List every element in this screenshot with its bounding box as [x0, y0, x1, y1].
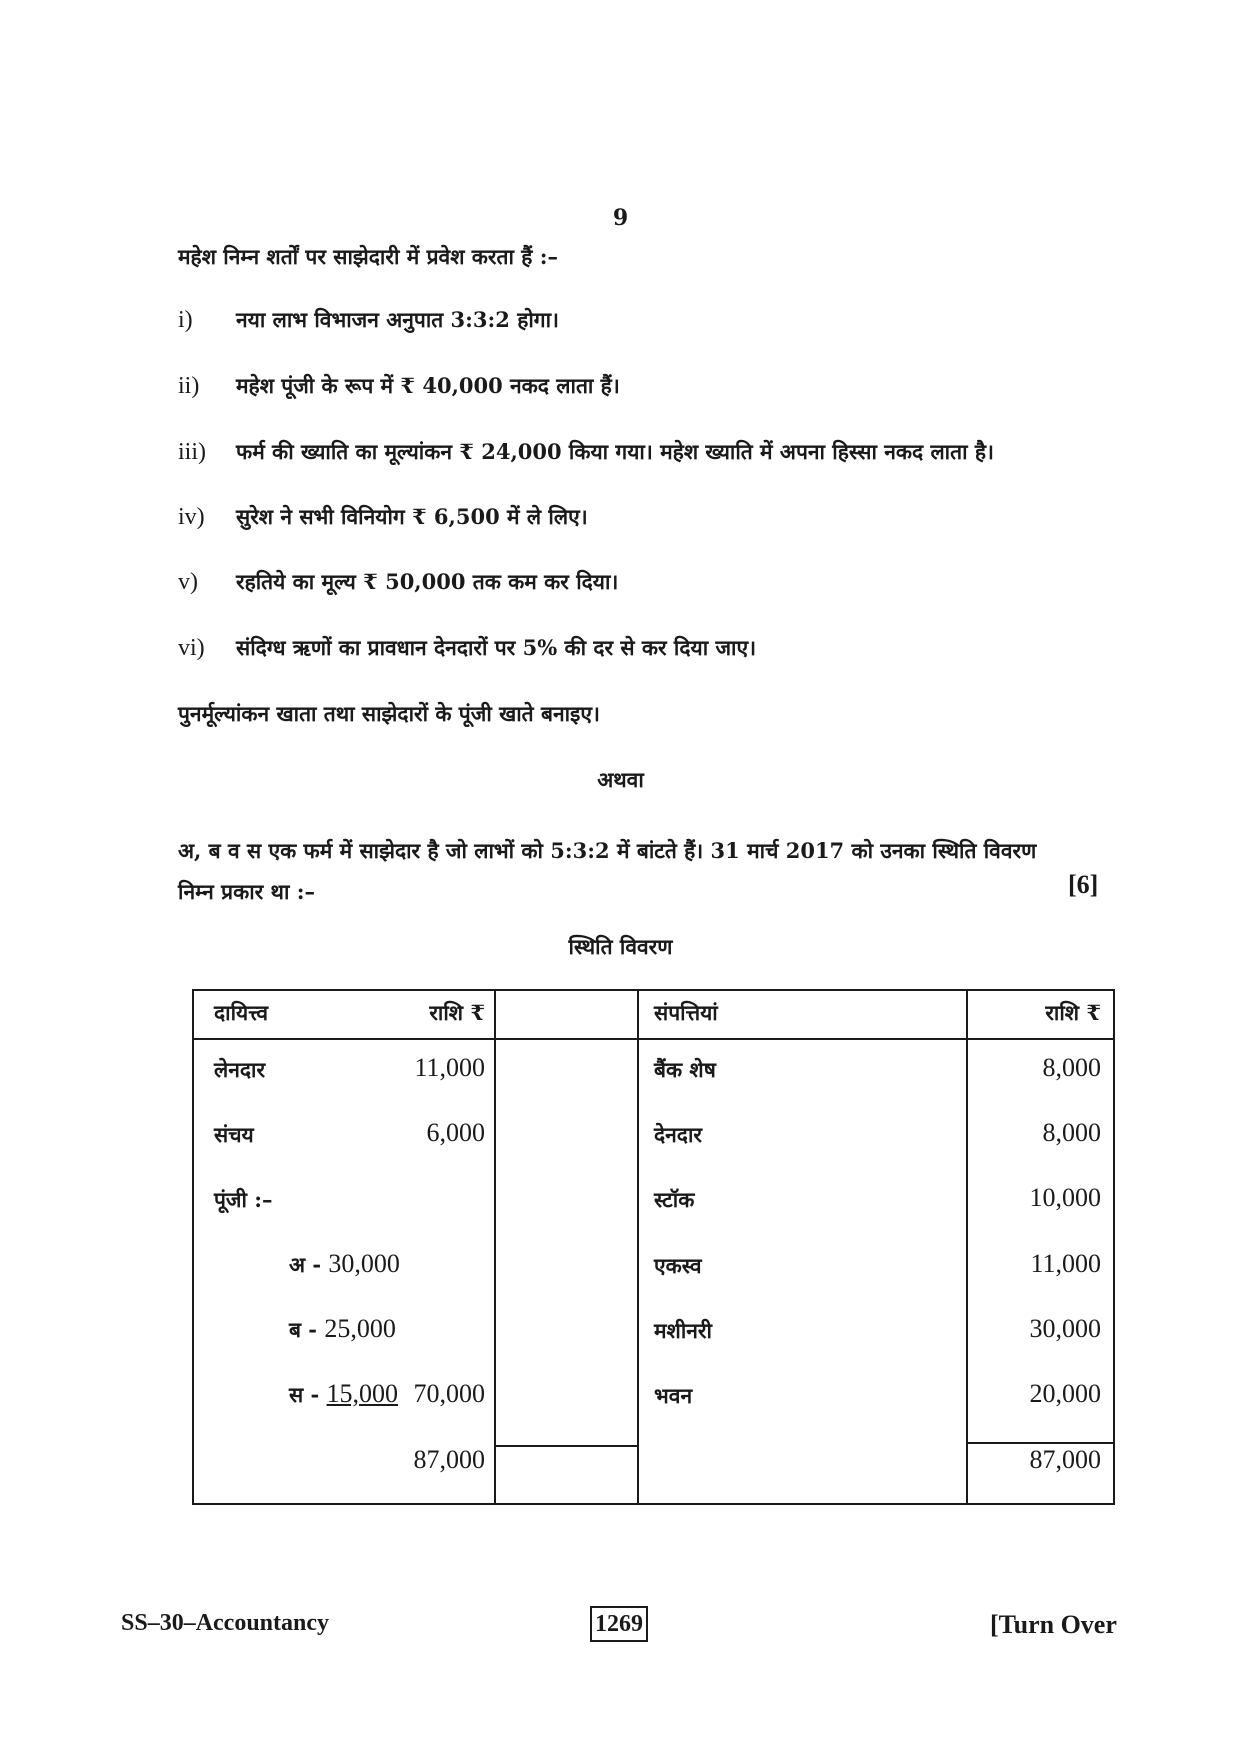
- header-assets: संपत्तियां: [654, 1000, 718, 1025]
- asset-label: भवन: [654, 1383, 693, 1408]
- asset-amount: 10,000: [1029, 1183, 1101, 1212]
- condition-number: iv): [178, 504, 205, 530]
- capital-partner-name: अ -: [289, 1252, 329, 1277]
- footer-page-code: 1269: [590, 1606, 648, 1642]
- balance-sheet-title: स्थिति विवरण: [568, 934, 673, 959]
- liability-label: पूंजी :–: [214, 1187, 273, 1212]
- asset-label: स्टॉक: [654, 1187, 695, 1212]
- capital-partner: [289, 1379, 398, 1409]
- question-2-line1: अ, ब व स एक फर्म में साझेदार है जो लाभों को 5:3:2 में बांटते हैं। 31 मार्च 2017 को उनका स्थिति विवरण: [178, 838, 1037, 863]
- balance-sheet-table: [192, 989, 1115, 1505]
- capital-total: 70,000: [413, 1379, 485, 1408]
- capital-partner-name: स -: [289, 1382, 327, 1407]
- capital-partner: [289, 1249, 400, 1279]
- instruction-text: पुनर्मूल्यांकन खाता तथा साझेदारों के पूंजी खाते बनाइए।: [178, 701, 600, 726]
- condition-number: iii): [178, 439, 206, 465]
- asset-amount: 8,000: [1042, 1118, 1101, 1147]
- asset-amount: 8,000: [1042, 1053, 1101, 1082]
- header-liab-amount: राशि ₹: [429, 1000, 485, 1025]
- capital-partner-value: 30,000: [328, 1249, 400, 1278]
- asset-amount: 30,000: [1029, 1314, 1101, 1343]
- header-liabilities: दायित्त्व: [214, 1000, 268, 1025]
- footer-subject: SS–30–Accountancy: [121, 1610, 330, 1636]
- condition-text: सुरेश ने सभी विनियोग ₹ 6,500 में ले लिए।: [236, 504, 588, 529]
- asset-label: देनदार: [654, 1122, 702, 1147]
- liability-amount: 11,000: [414, 1053, 485, 1082]
- condition-item: [178, 568, 618, 596]
- header-asset-amount: राशि ₹: [1045, 1000, 1101, 1025]
- condition-item: [178, 306, 559, 334]
- asset-amount: 11,000: [1030, 1249, 1101, 1278]
- condition-number: i): [178, 307, 193, 333]
- capital-partner-name: ब -: [289, 1317, 325, 1342]
- question-intro: महेश निम्न शर्तों पर साझेदारी में प्रवेश करता हैं :–: [178, 244, 558, 269]
- header-divider: [194, 1038, 1113, 1040]
- column-divider: [966, 991, 968, 1503]
- capital-partner: [289, 1314, 396, 1344]
- condition-item: [178, 503, 588, 531]
- or-label: अथवा: [597, 767, 644, 792]
- asset-amount: 20,000: [1029, 1379, 1101, 1408]
- question-2-line2: निम्न प्रकार था :–: [178, 879, 315, 904]
- total-line-assets: [966, 1442, 1113, 1444]
- liability-label: लेनदार: [214, 1057, 266, 1082]
- column-divider: [494, 991, 496, 1503]
- marks-label: [6]: [1068, 870, 1099, 899]
- condition-text: रहतिये का मूल्य ₹ 50,000 तक कम कर दिया।: [236, 569, 619, 594]
- condition-number: ii): [178, 373, 200, 399]
- condition-number: vi): [178, 635, 205, 661]
- condition-text: महेश पूंजी के रूप में ₹ 40,000 नकद लाता हैं।: [236, 373, 620, 398]
- condition-text: फर्म की ख्याति का मूल्यांकन ₹ 24,000 किया गया। महेश ख्याति में अपना हिस्सा नकद लाता है।: [236, 439, 994, 464]
- total-liabilities: 87,000: [413, 1445, 485, 1474]
- total-assets: 87,000: [1029, 1445, 1101, 1474]
- footer-turn-over: [Turn Over: [990, 1610, 1117, 1639]
- condition-item: [178, 634, 756, 662]
- capital-partner-value: 25,000: [324, 1314, 396, 1343]
- liability-label: संचय: [214, 1122, 254, 1147]
- total-line-liabilities: [494, 1445, 637, 1447]
- asset-label: मशीनरी: [654, 1318, 712, 1343]
- question-2: [178, 830, 1118, 912]
- liability-amount: 6,000: [426, 1118, 485, 1147]
- condition-text: नया लाभ विभाजन अनुपात 3:3:2 होगा।: [236, 307, 560, 332]
- asset-label: एकस्व: [654, 1253, 702, 1278]
- column-divider: [637, 991, 639, 1503]
- page-number: 9: [612, 205, 629, 231]
- condition-text: संदिग्ध ऋणों का प्रावधान देनदारों पर 5% की दर से कर दिया जाए।: [236, 635, 757, 660]
- condition-item: [178, 372, 620, 400]
- condition-number: v): [178, 569, 198, 595]
- condition-item: [178, 438, 994, 466]
- capital-partner-value: 15,000: [326, 1379, 399, 1408]
- asset-label: बैंक शेष: [654, 1057, 716, 1082]
